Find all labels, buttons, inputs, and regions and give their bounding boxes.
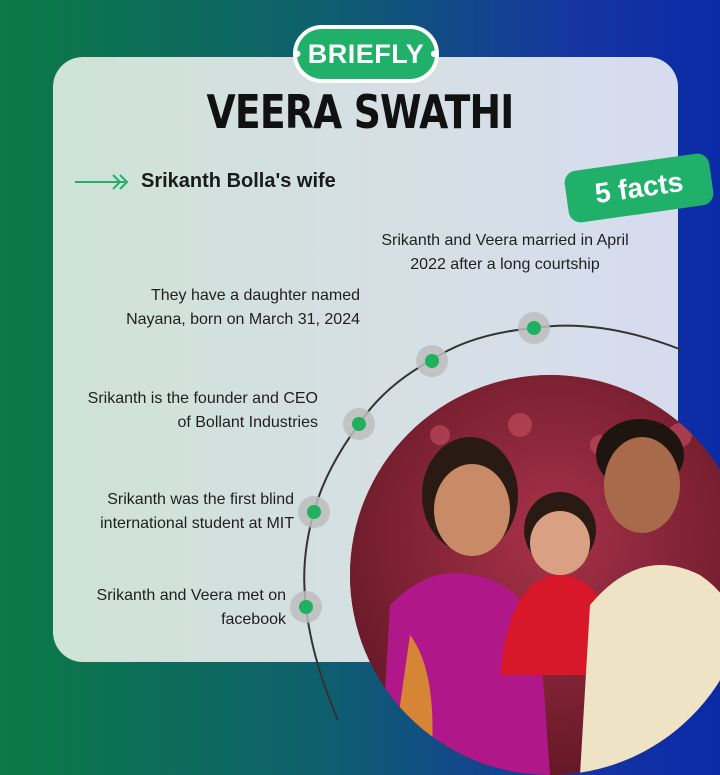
timeline-dot — [298, 496, 330, 528]
subtitle: Srikanth Bolla's wife — [141, 170, 336, 192]
page-title: VEERA SWATHI — [206, 85, 514, 139]
fact-item: Srikanth and Veera married in April 2022 after a long courtship — [381, 232, 629, 273]
fact-item: Srikanth is the founder and CEO of Bollant Industries — [87, 390, 318, 431]
timeline-dot — [416, 345, 448, 377]
brand-dot-left: • — [293, 41, 302, 66]
timeline-dot — [343, 408, 375, 440]
fact-item: They have a daughter named Nayana, born on March 31, 2024 — [126, 287, 360, 328]
brand-dot-right: • — [430, 41, 439, 66]
fact-item: Srikanth and Veera met on facebook — [96, 587, 286, 628]
timeline-dot — [518, 312, 550, 344]
facts-count-badge: 5 facts — [563, 152, 715, 224]
timeline-dot — [290, 591, 322, 623]
fact-item: Srikanth was the first blind international student at MIT — [100, 491, 294, 532]
brand-name: BRIEFLY — [307, 38, 425, 69]
